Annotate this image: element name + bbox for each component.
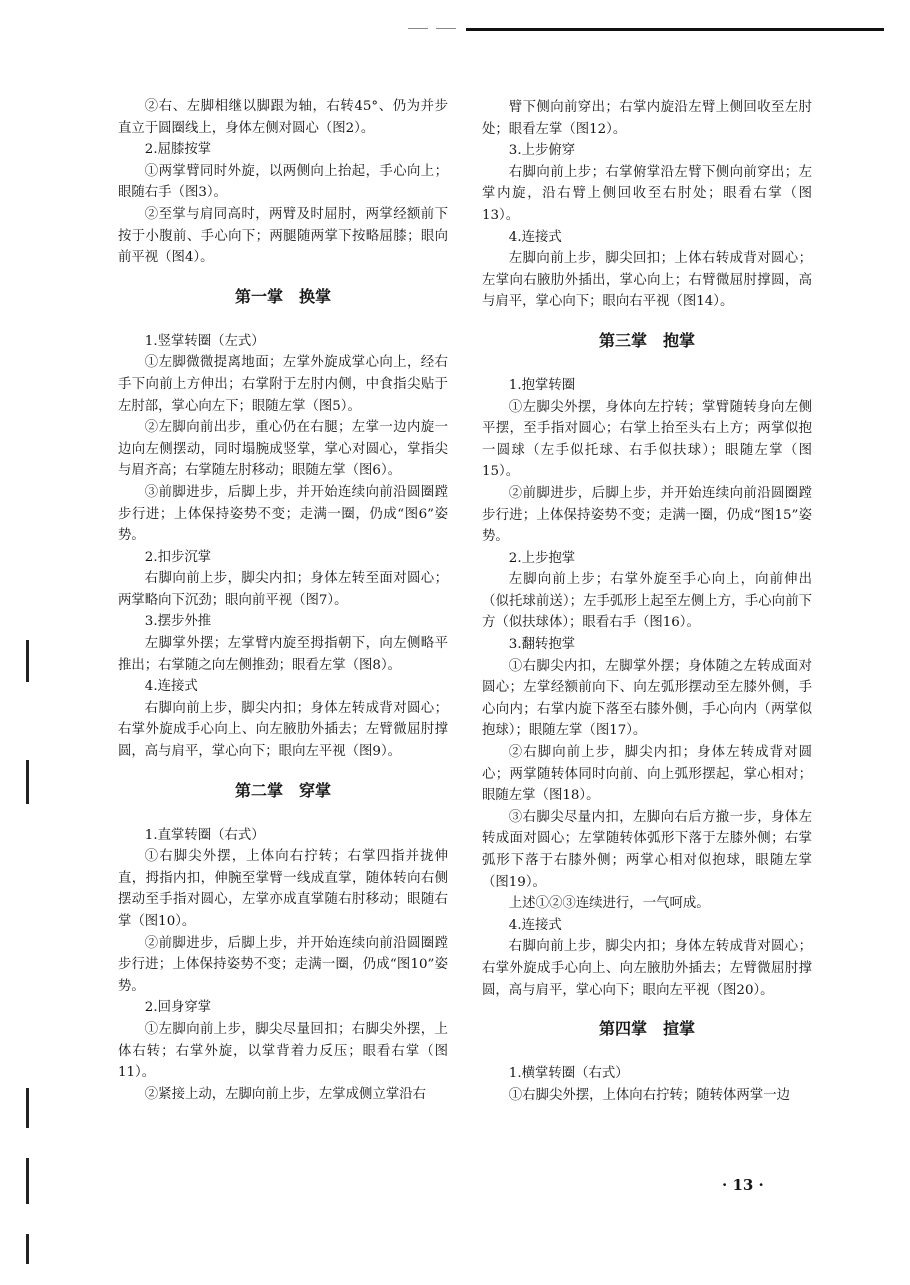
left-column xyxy=(118,96,448,1105)
paragraph: ①左脚向前上步，脚尖尽量回扣；右脚尖外摆，上体右转；右掌外旋，以掌背着力反压；眼看右掌（图11）。 xyxy=(118,1021,448,1081)
right-column xyxy=(482,97,812,1106)
paragraph: 右脚向前上步，脚尖内扣；身体左转成背对圆心；右掌外旋成手心向上、向左腋肋外插去；左臂微屈肘撑圆，高与肩平，掌心向下；眼向左平视（图20）。 xyxy=(482,939,812,998)
section-heading: 2.屈膝按掌 xyxy=(144,142,212,158)
section-heading: 2.上步抱掌 xyxy=(508,550,576,566)
paragraph: 左脚向前上步；右掌外旋至手心向上，向前伸出（似托球前送）；左手弧形上起至左侧上方，手心向前下方（似扶球体）；眼看右手（图16）。 xyxy=(482,572,812,631)
paragraph: 左脚掌外摆；左掌臂内旋至拇指朝下，向左侧略平推出；右掌随之向左侧推劲；眼看左掌（图8）。 xyxy=(118,636,448,673)
paragraph: ①右脚尖外摆，上体向右拧转；随转体两掌一边 xyxy=(508,1087,790,1103)
section-heading: 1.直掌转圈（右式） xyxy=(144,827,265,843)
paragraph: 上述①②③连续进行，一气呵成。 xyxy=(508,896,710,912)
section-heading: 1.抱掌转圈 xyxy=(508,377,576,393)
section-heading: 3.摆步外推 xyxy=(144,614,212,630)
section-heading: 4.连接式 xyxy=(508,917,562,933)
section-heading: 2.扣步沉掌 xyxy=(144,549,212,565)
chapter-title: 第一掌 换掌 xyxy=(234,286,331,306)
margin-bar xyxy=(26,640,29,682)
header-rule-dash xyxy=(436,28,456,29)
paragraph: ①两掌臂同时外旋，以两侧向上抬起，手心向上；眼随右手（图3）。 xyxy=(118,163,448,201)
header-rule-dash xyxy=(408,28,428,29)
chapter-title: 第二掌 穿掌 xyxy=(234,780,331,800)
paragraph: ②右、左脚相继以脚跟为轴，右转45°、仍为并步直立于圆圈线上，身体左侧对圆心（图2）。 xyxy=(118,99,448,136)
paragraph: ②前脚进步，后脚上步，并开始连续向前沿圆圈蹚步行进；上体保持姿势不变；走满一圈，仍成“图15”姿势。 xyxy=(482,485,812,545)
paragraph: ③前脚进步，后脚上步，并开始连续向前沿圆圈蹚步行进；上体保持姿势不变；走满一圈，仍成“图6”姿势。 xyxy=(118,484,448,544)
section-heading: 2.回身穿掌 xyxy=(144,1000,212,1016)
paragraph: ①左脚微微提离地面；左掌外旋成掌心向上，经右手下向前上方伸出；右掌附于左肘内侧，中食指尖贴于左肘部，掌心向左下；眼随左掌（图5）。 xyxy=(118,355,448,414)
margin-bar xyxy=(26,760,29,804)
paragraph: ①右脚尖内扣，左脚掌外摆；身体随之左转成面对圆心；左掌经额前向下、向左弧形摆动至左膝外侧，手心向内；右掌内旋下落至右膝外侧，手心向内（两掌似抱球）；眼随左掌（图17）。 xyxy=(482,658,812,739)
section-heading: 1.竖掌转圈（左式） xyxy=(144,333,265,349)
page-number: · 13 · xyxy=(722,1176,764,1194)
paragraph: ②至掌与肩同高时，两臂及时屈肘，两掌经额前下按于小腹前、手心向下；两腿随两掌下按略屈膝；眼向前平视（图4）。 xyxy=(118,206,448,266)
paragraph: 右脚向前上步，脚尖内扣；身体左转至面对圆心；两掌略向下沉劲；眼向前平视（图7）。 xyxy=(118,571,448,608)
section-heading: 4.连接式 xyxy=(508,229,562,245)
margin-bar xyxy=(26,1088,29,1128)
chapter-title: 第三掌 抱掌 xyxy=(598,330,695,350)
paragraph: ②前脚进步，后脚上步，并开始连续向前沿圆圈蹚步行进；上体保持姿势不变；走满一圈，仍成“图10”姿势。 xyxy=(118,935,448,994)
margin-bar xyxy=(26,1158,29,1204)
paragraph: ③右脚尖尽量内扣，左脚向右后方撤一步，身体左转成面对圆心；左掌随转体弧形下落于左膝外侧；右掌弧形下落于右膝外侧；两掌心相对似抱球，眼随左掌（图19）。 xyxy=(482,809,812,890)
paragraph: 左脚向前上步，脚尖回扣；上体右转成背对圆心；左掌向右腋肋外插出，掌心向上；右臂微屈肘撑圆，高与肩平，掌心向下；眼向右平视（图14）。 xyxy=(482,251,812,310)
section-heading: 1.横掌转圈（右式） xyxy=(508,1066,629,1082)
chapter-title: 第四掌 揎掌 xyxy=(598,1019,695,1039)
paragraph: 右脚向前上步；右掌俯掌沿左臂下侧向前穿出；左掌内旋，沿右臂上侧回收至右肘处；眼看右掌（图13）。 xyxy=(482,164,812,223)
section-heading: 3.上步俯穿 xyxy=(508,143,576,159)
paragraph: 臂下侧向前穿出；右掌内旋沿左臂上侧回收至左肘处；眼看左掌（图12）。 xyxy=(482,100,812,137)
paragraph: ①左脚尖外摆，身体向左拧转；掌臂随转身向左侧平摆，至手指对圆心；右掌上抬至头右上方；两掌似抱一圆球（左手似托球、右手似扶球）；眼随左掌（图15）。 xyxy=(482,399,812,480)
paragraph: 右脚向前上步，脚尖内扣；身体左转成背对圆心；右掌外旋成手心向上、向左腋肋外插去；左臂微屈肘撑圆，高与肩平，掌心向下；眼向左平视（图9）。 xyxy=(118,700,448,760)
margin-bar xyxy=(26,1234,29,1264)
paragraph: ②左脚向前出步，重心仍在右腿；左掌一边内旋一边向左侧摆动，同时塌腕成竖掌，掌心对圆心，掌指尖与眉齐高；右掌随左肘移动；眼随左掌（图6）。 xyxy=(118,420,448,479)
section-heading: 3.翻转抱掌 xyxy=(508,637,576,653)
paragraph: ②紧接上动，左脚向前上步，左掌成侧立掌沿右 xyxy=(144,1086,426,1102)
paragraph: ①右脚尖外摆，上体向右拧转；右掌四指并拢伸直，拇指内扣，伸腕至掌臂一线成直掌，随体转向右侧摆动至手指对圆心，左掌亦成直掌随右肘移动；眼随右掌（图10）。 xyxy=(118,849,448,929)
paragraph: ②右脚向前上步，脚尖内扣；身体左转成背对圆心；两掌随转体同时向前、向上弧形摆起，掌心相对；眼随左掌（图18）。 xyxy=(482,745,812,804)
section-heading: 4.连接式 xyxy=(144,679,198,695)
header-rule xyxy=(466,28,884,31)
